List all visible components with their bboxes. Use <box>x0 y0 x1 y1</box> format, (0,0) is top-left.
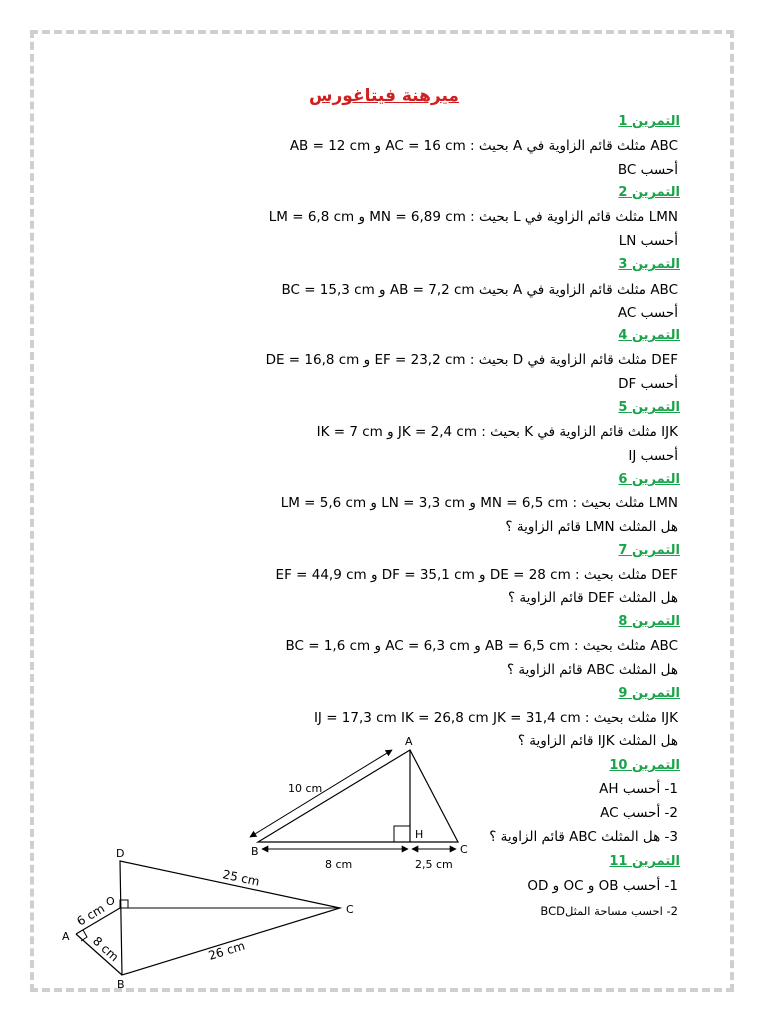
exercise-10-heading: التمرين 10 <box>609 758 680 773</box>
label-dc-length: 25 cm <box>221 867 261 889</box>
figure-exercise-11 <box>62 847 354 991</box>
label-b2: B <box>117 978 125 991</box>
triangle-abc <box>258 750 458 842</box>
exercise-6-question: هل المثلث LMN قائم الزاوية ؟ <box>505 519 678 535</box>
exercise-11-item-2: 2- احسب مساحة المثلBCD <box>540 904 678 918</box>
exercise-5-statement: IJK مثلث قائم الزاوية في K بحيث : JK = 2,4 cm و IK = 7 cm <box>316 424 678 440</box>
exercise-3-question: أحسب AC <box>617 305 678 321</box>
exercise-8-heading: التمرين 8 <box>618 614 680 629</box>
label-hc-length: 2,5 cm <box>415 858 453 871</box>
label-c: C <box>460 843 468 856</box>
label-bh-length: 8 cm <box>325 858 353 871</box>
exercise-8-statement: ABC مثلث بحيث : AB = 6,5 cm و AC = 6,3 cm و BC = 1,6 cm <box>285 638 678 654</box>
exercise-9-statement: IJK مثلث بحيث : IJ = 17,3 cm IK = 26,8 cm JK = 31,4 cm <box>313 710 678 726</box>
exercise-11-item-1: 1- أحسب OB و OC و OD <box>527 878 678 894</box>
exercise-5-question: أحسب IJ <box>628 448 678 464</box>
figure-exercise-10 <box>250 735 468 871</box>
exercise-4-question: أحسب DF <box>618 376 678 392</box>
exercise-9-question: هل المثلث IJK قائم الزاوية ؟ <box>517 733 678 749</box>
page-title: ميرهنة فيتاغورس <box>309 86 459 106</box>
label-h: H <box>415 828 424 841</box>
exercise-2-statement: LMN مثلث قائم الزاوية في L بحيث : MN = 6,89 cm و LM = 6,8 cm <box>268 209 678 225</box>
exercise-3-heading: التمرين 3 <box>618 257 680 272</box>
exercise-8-question: هل المثلث ABC قائم الزاوية ؟ <box>506 662 678 678</box>
exercise-6-statement: LMN مثلث بحيث : MN = 6,5 cm و LN = 3,3 cm و LM = 5,6 cm <box>280 495 678 511</box>
exercise-4-statement: DEF مثلث قائم الزاوية في D بحيث : EF = 23,2 cm و DE = 16,8 cm <box>265 352 678 368</box>
label-o: O <box>106 895 115 908</box>
exercise-1-question: أحسب BC <box>617 162 678 178</box>
label-ab2-length: 8 cm <box>89 933 122 965</box>
exercise-1-statement: ABC مثلث قائم الزاوية في A بحيث : AC = 16 cm و AB = 12 cm <box>289 138 678 154</box>
exercise-10-item-2: 2- أحسب AC <box>600 805 678 821</box>
exercise-10-item-3: 3- هل المثلث ABC قائم الزاوية ؟ <box>489 829 678 845</box>
label-bc-length: 26 cm <box>206 938 247 963</box>
label-c2: C <box>346 903 354 916</box>
exercise-9-heading: التمرين 9 <box>618 686 680 701</box>
label-ab-length: 10 cm <box>288 782 323 795</box>
exercise-7-statement: DEF مثلث بحيث : DE = 28 cm و DF = 35,1 cm و EF = 44,9 cm <box>275 567 678 583</box>
exercise-11-heading: التمرين 11 <box>609 854 680 869</box>
exercise-6-heading: التمرين 6 <box>618 472 680 487</box>
exercise-7-question: هل المثلث DEF قائم الزاوية ؟ <box>507 590 678 606</box>
exercise-4-heading: التمرين 4 <box>618 328 680 343</box>
label-d: D <box>116 847 125 860</box>
label-a: A <box>405 735 413 748</box>
exercise-7-heading: التمرين 7 <box>618 543 680 558</box>
exercise-1-heading: التمرين 1 <box>618 114 680 129</box>
exercise-5-heading: التمرين 5 <box>618 400 680 415</box>
exercise-2-question: أحسب LN <box>618 233 678 249</box>
exercise-10-item-1: 1- أحسب AH <box>599 781 678 797</box>
label-a2: A <box>62 930 70 943</box>
right-angle-h <box>394 826 410 842</box>
exercise-3-statement: ABC مثلث قائم الزاوية في A بحيث AB = 7,2 cm و BC = 15,3 cm <box>281 282 678 298</box>
label-ao-length: 6 cm <box>74 901 108 929</box>
label-b: B <box>251 845 259 858</box>
exercise-2-heading: التمرين 2 <box>618 185 680 200</box>
